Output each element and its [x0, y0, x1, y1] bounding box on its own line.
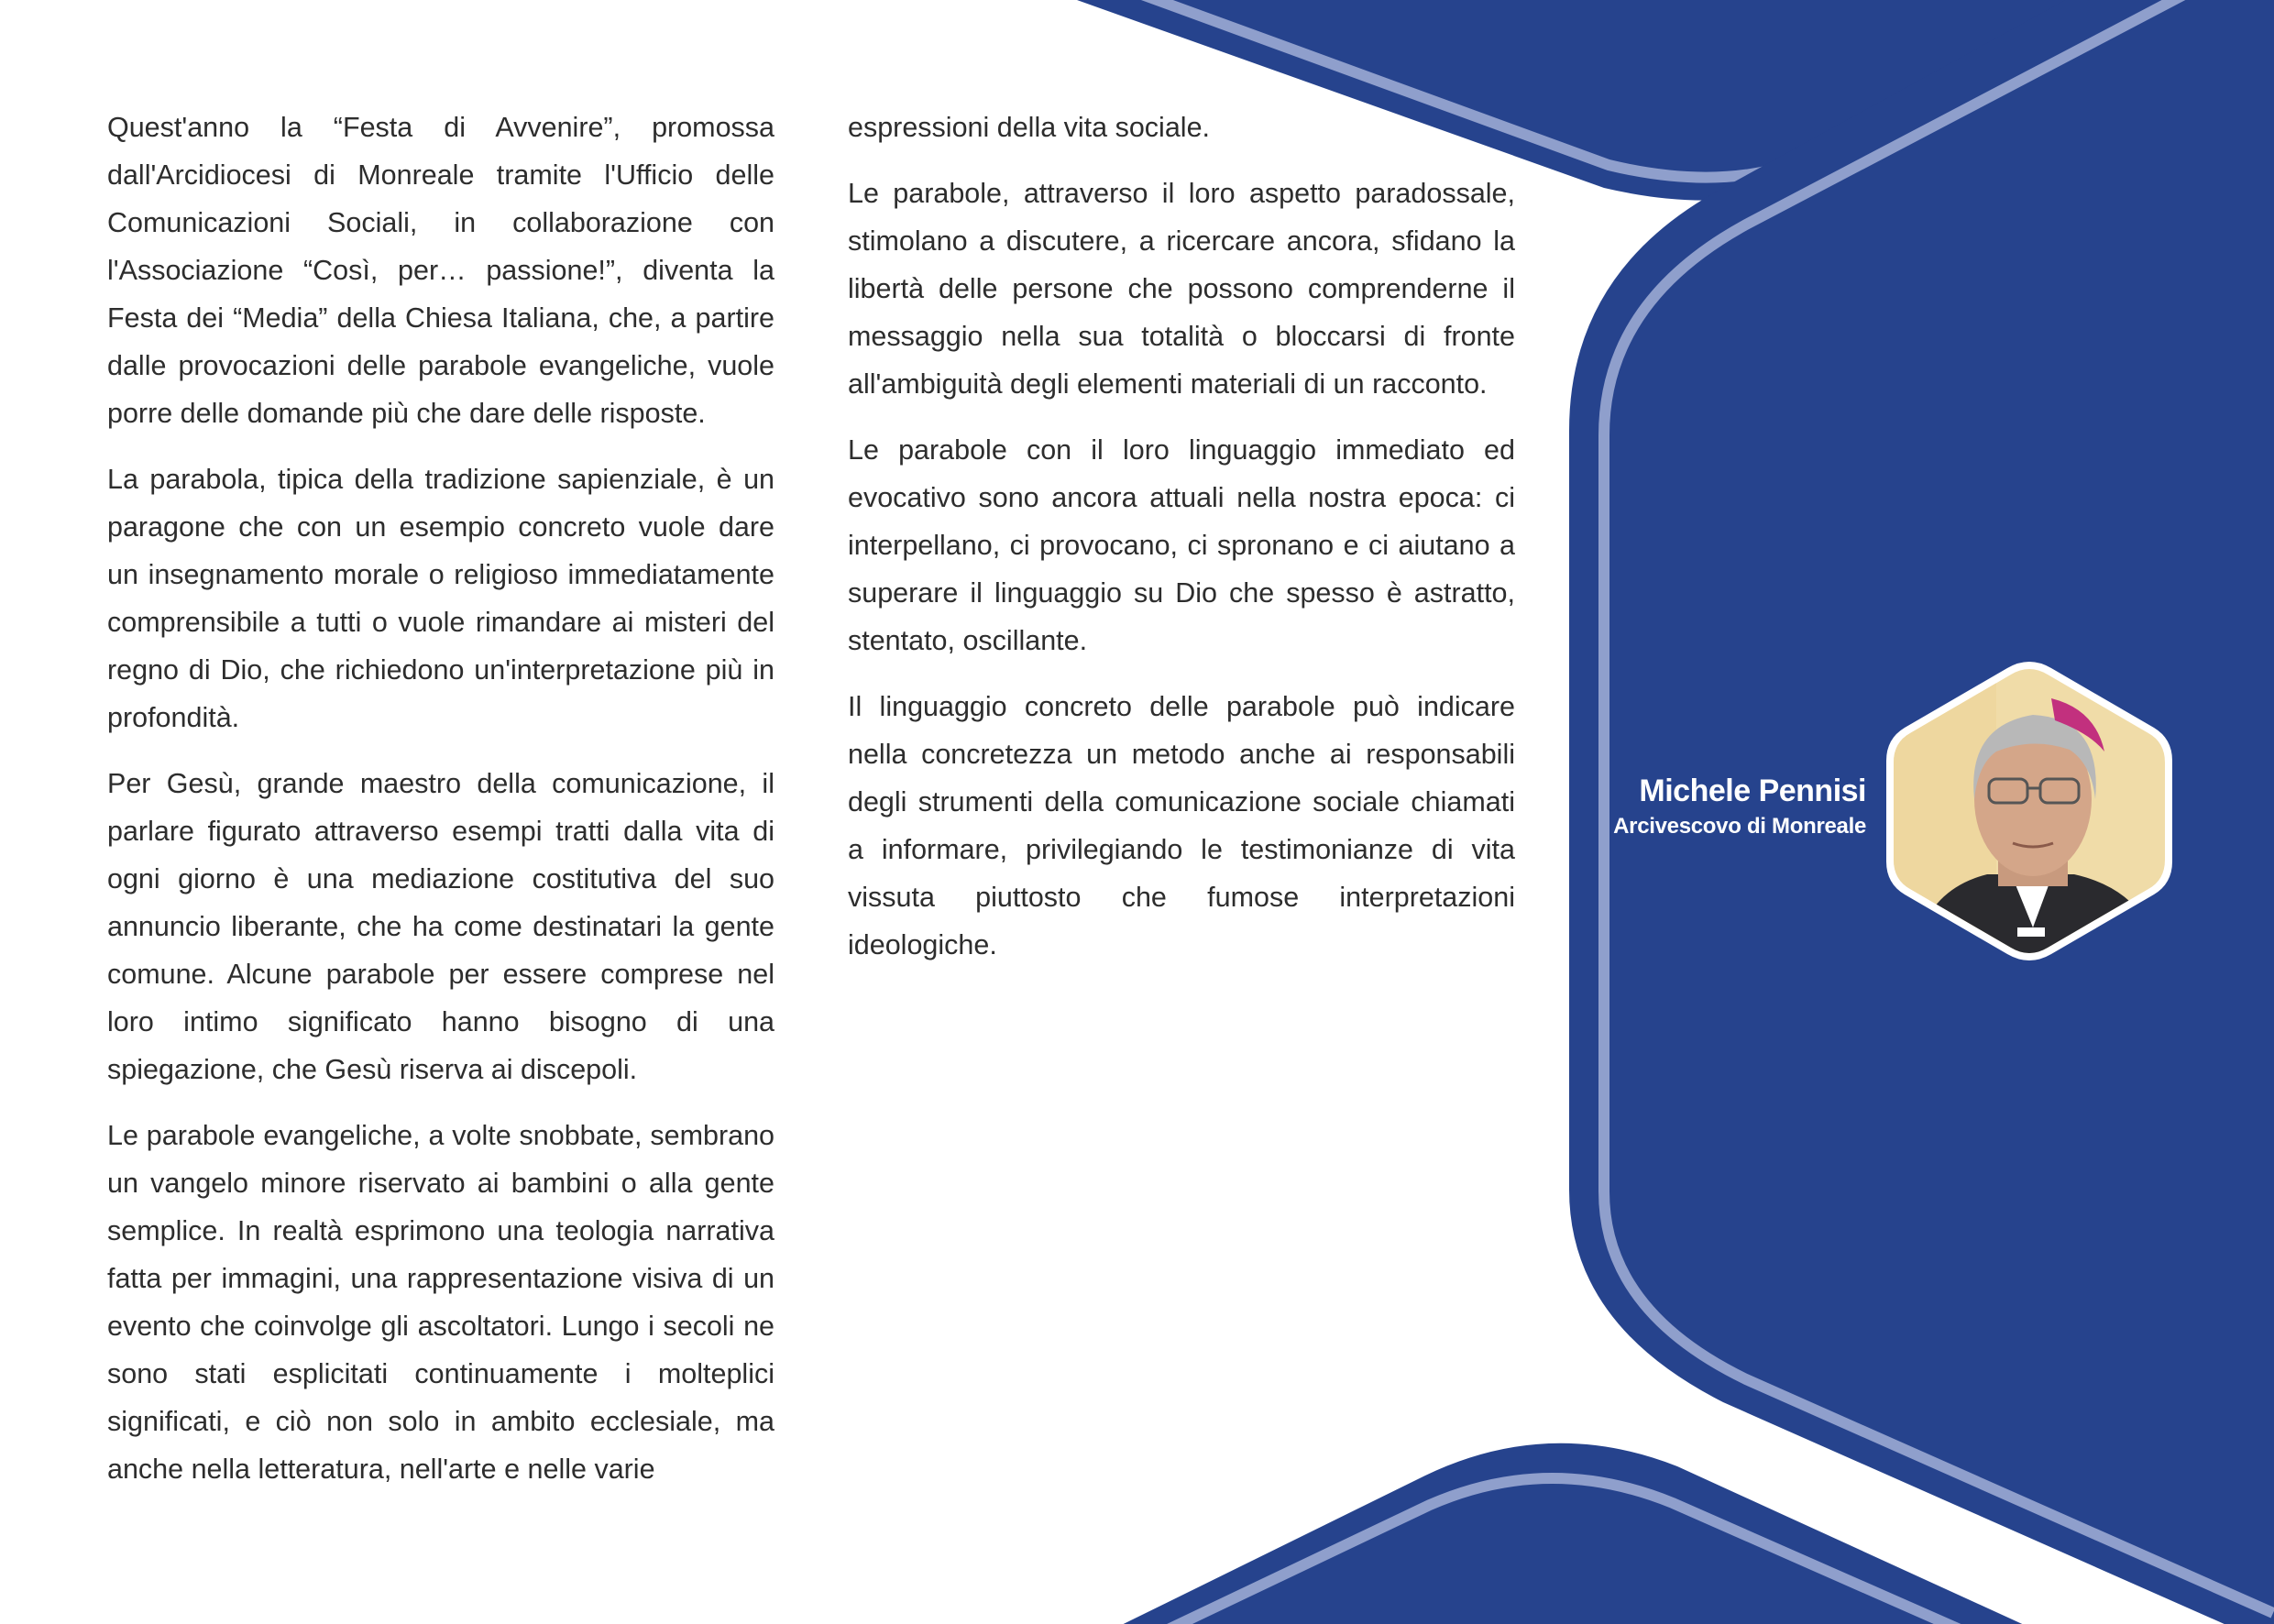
paragraph: Le parabole con il loro linguaggio immediato ed evocativo sono ancora attuali nella nostra epoca: ci interpellano, ci provocano, ci spronano e ci aiutano a superare il linguaggio su Dio che spesso è astratto, stentato, oscillante. — [848, 434, 1515, 656]
author-name: Michele Pennisi — [1639, 774, 1866, 808]
bishop-portrait-icon — [1886, 662, 2172, 960]
paragraph: Per Gesù, grande maestro della comunicazione, il parlare figurato attraverso esempi tratti dalla vita di ogni giorno è una mediazione costitutiva del suo annuncio liberante, che ha come destinatari la gente comune. Alcune parabole per essere comprese nel loro intimo significato hanno bisogno di una spiegazione, che Gesù riserva ai discepoli. — [107, 768, 774, 1085]
author-block — [1613, 770, 1866, 841]
paragraph: Il linguaggio concreto delle parabole può indicare nella concretezza un metodo anche ai responsabili degli strumenti della comunicazione sociale chiamati a informare, privilegiando le testimonianze di vita vissuta piuttosto che fumose interpretazioni ideologiche. — [848, 691, 1515, 960]
paragraph: Le parabole evangeliche, a volte snobbate, sembrano un vangelo minore riservato ai bambini o alla gente semplice. In realtà esprimono una teologia narrativa fatta per immagini, una rappresentazione visiva di un evento che coinvolge gli ascoltatori. Lungo i secoli ne sono stati esplicitati continuamente i molteplici significati, e ciò non solo in ambito ecclesiale, ma anche nella letteratura, nell'arte e nelle varie — [107, 1120, 774, 1485]
paragraph: espressioni della vita sociale. — [848, 112, 1211, 143]
paragraph: Quest'anno la “Festa di Avvenire”, promossa dall'Arcidiocesi di Monreale tramite l'Ufficio delle Comunicazioni Sociali, in collaborazione con l'Associazione “Così, per… passione!”, diventa la Festa dei “Media” della Chiesa Italiana, che, a partire dalle provocazioni delle parabole evangeliche, vuole porre delle domande più che dare delle risposte. — [107, 112, 774, 429]
text-column-left — [107, 104, 774, 1511]
paragraph: La parabola, tipica della tradizione sapienziale, è un paragone che con un esempio concreto vuole dare un insegnamento morale o religioso immediatamente comprensibile a tutti o vuole rimandare ai misteri del regno di Dio, che richiedono un'interpretazione più in profondità. — [107, 464, 774, 733]
paragraph: Le parabole, attraverso il loro aspetto paradossale, stimolano a discutere, a ricercare ancora, sfidano la libertà delle persone che possono comprenderne il messaggio nella sua totalità o bloccarsi di fronte all'ambiguità degli elementi materiali di un racconto. — [848, 178, 1515, 400]
author-role: Arcivescovo di Monreale — [1613, 814, 1866, 839]
text-column-right — [848, 104, 1515, 987]
